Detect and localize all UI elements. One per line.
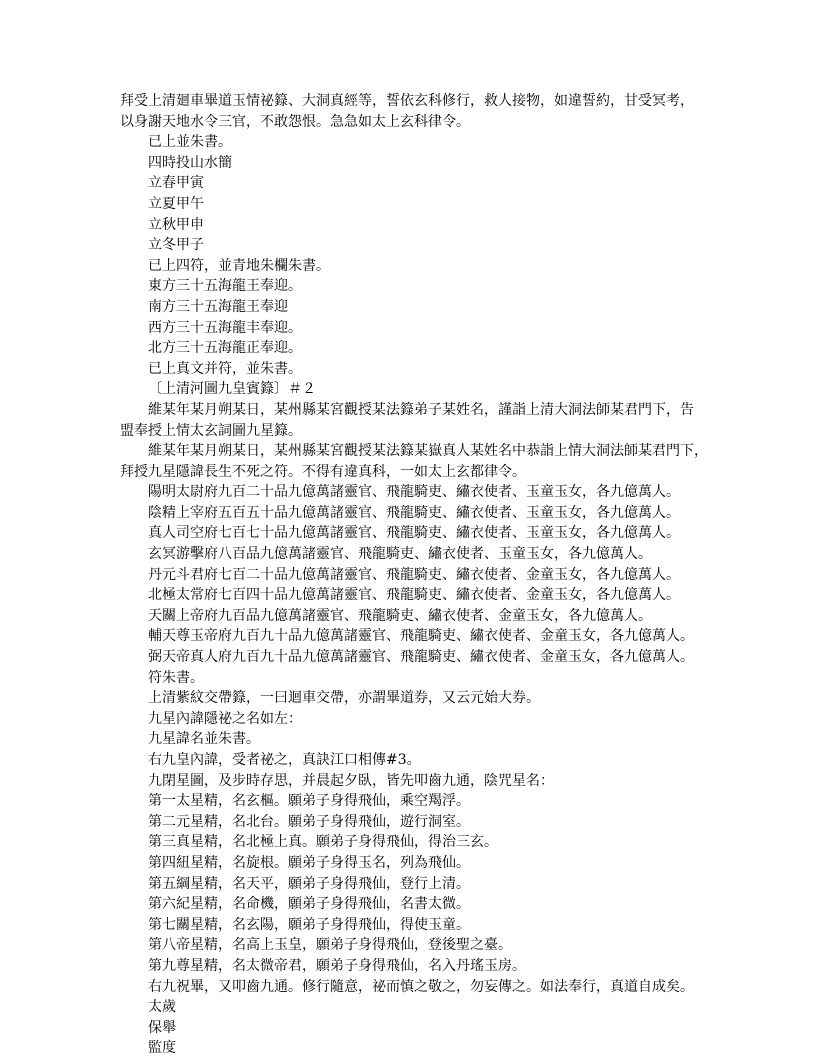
text-line: 陽明太尉府九百二十品九億萬諸靈官、飛龍騎吏、繡衣使者、玉童玉女，各九億萬人。 xyxy=(148,484,680,501)
text-line: 拜授九星隱諱長生不死之符。不得有違真科，一如太上玄都律令。 xyxy=(120,463,526,480)
text-line: 已上真文并符，並朱書。 xyxy=(148,360,302,377)
document-body xyxy=(120,91,708,1059)
text-line: 盟奉授上情太玄詞圖九星籙。 xyxy=(120,422,302,439)
text-line: 南方三十五海龍王奉迎 xyxy=(148,298,288,315)
text-line: 天關上帝府九百品九億萬諸靈官、飛龍騎吏、繡衣使者、金童玉女，各九億萬人。 xyxy=(148,607,652,624)
text-line: 上清紫紋交帶籙，一曰迴車交帶，亦謂畢道券，又云元始大券。 xyxy=(148,690,540,707)
text-line: 維某年某月朔某日，某州縣某宮觀授某法籙某嶽真人某姓名中恭詣上情大洞法師某君門下， xyxy=(148,443,708,460)
text-line: 已上四符，並青地朱欄朱書。 xyxy=(148,257,330,274)
text-line: 維某年某月朔某日，某州縣某宮觀授某法籙弟子某姓名，謹詣上清大洞法師某君門下，告 xyxy=(148,401,694,418)
text-line: 以身謝天地水令三官，不敢怨恨。急急如太上玄科律令。 xyxy=(120,113,470,130)
text-line: 九閉星圖，及步時存思，并晨起夕臥，皆先叩齒九通，陰咒星名： xyxy=(148,772,554,789)
text-line: 已上並朱書。 xyxy=(148,134,232,151)
text-line: 符朱書。 xyxy=(148,669,204,686)
text-line: 第二元星精，名北台。願弟子身得飛仙，遊行洞室。 xyxy=(148,813,470,830)
text-line: 輔天尊玉帝府九百九十品九億萬諸靈官、飛龍騎吏、繡衣使者、金童玉女，各九億萬人。 xyxy=(148,628,694,645)
text-line: 拜受上清廻車畢道玉情祕籙、大洞真經等，誓依玄科修行，救人接物，如違誓約，甘受冥考， xyxy=(120,93,694,109)
text-line: 西方三十五海龍丰奉迎。 xyxy=(148,319,302,336)
text-line: 右九皇內諱，受者祕之，真訣江口相傳#3。 xyxy=(148,752,421,768)
text-line: 九星內諱隱祕之名如左： xyxy=(148,710,302,727)
text-line: 〔上清河圖九皇賓籙〕＃２ xyxy=(148,381,316,398)
text-line: 玄冥游擊府八百品九億萬諸靈官、飛龍騎吏、繡衣使者、玉童玉女，各九億萬人。 xyxy=(148,546,652,563)
text-line: 第一太星精，名玄樞。願弟子身得飛仙，乘空羯浮。 xyxy=(148,793,470,810)
text-line: 丹元斗君府七百二十品九億萬諸靈官、飛龍騎吏、繡衣使者、金童玉女，各九億萬人。 xyxy=(148,566,680,583)
text-line: 立春甲寅 xyxy=(148,175,204,192)
text-line: 第四紐星精，名旋根。願弟子身得玉名，列為飛仙。 xyxy=(148,854,470,871)
text-line: 第六紀星精，名命機，願弟子身得飛仙，名書太微。 xyxy=(148,896,470,913)
text-line: 真人司空府七百七十品九億萬諸靈官、飛龍騎吏、繡衣使者、玉童玉女，各九億萬人。 xyxy=(148,525,680,542)
text-line: 太歲 xyxy=(148,999,176,1016)
text-line: 監度 xyxy=(148,1040,176,1057)
text-line: 保舉 xyxy=(148,1019,176,1036)
text-line: 東方三十五海龍王奉迎。 xyxy=(148,278,302,295)
text-line: 弼天帝真人府九百九十品九億萬諸靈官、飛龍騎吏、繡衣使者、金童玉女，各九億萬人。 xyxy=(148,649,694,666)
text-line: 四時投山水簡 xyxy=(148,154,232,171)
text-line: 第七關星精，名玄陽，願弟子身得飛仙，得使玉童。 xyxy=(148,916,470,933)
text-line: 第五綱星精，名天平，願弟子身得飛仙，登行上清。 xyxy=(148,875,470,892)
text-line: 陰精上宰府五百五十品九億萬諸靈官、飛龍騎吏、繡衣使者、玉童玉女，各九億萬人。 xyxy=(148,504,680,521)
text-line: 九星諱名並朱書。 xyxy=(148,731,260,748)
text-line: 立秋甲申 xyxy=(148,216,204,233)
text-line: 立夏甲午 xyxy=(148,195,204,212)
text-line: 第九尊星精，名太微帝君，願弟子身得飛仙，名入丹瑤玉房。 xyxy=(148,957,526,974)
text-line: 第八帝星精，名高上玉皇，願弟子身得飛仙，登後聖之臺。 xyxy=(148,937,512,954)
text-line: 北方三十五海龍正奉迎。 xyxy=(148,340,302,357)
text-line: 立冬甲子 xyxy=(148,237,204,254)
text-line: 北極太常府七百四十品九億萬諸靈官、飛龍騎吏、繡衣使者、金童玉女，各九億萬人。 xyxy=(148,587,680,604)
text-line: 第三真星精，名北極上真。願弟子身得飛仙，得治三玄。 xyxy=(148,834,498,851)
text-line: 右九祝畢，又叩齒九通。修行隨意，祕而慎之敬之，勿妄傳之。如法奉行，真道自成矣。 xyxy=(148,978,694,995)
